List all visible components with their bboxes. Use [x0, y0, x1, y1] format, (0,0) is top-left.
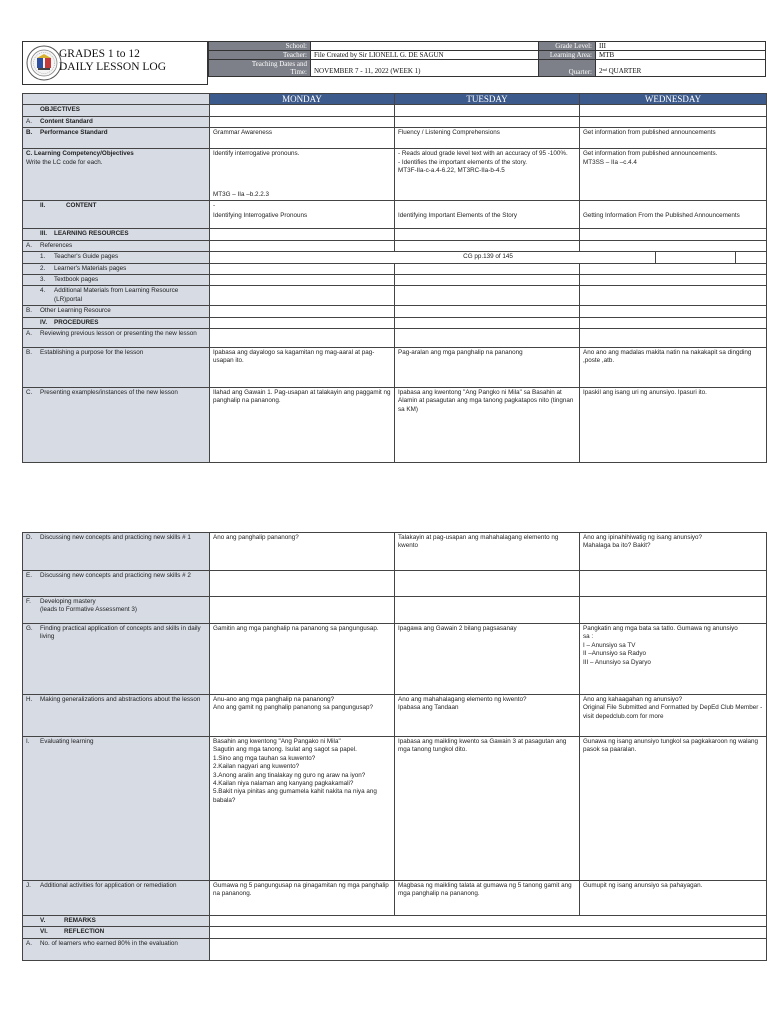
procedure-h-wednesday: Ano ang kahaagahan ng anunsiyo? Original File Submitted and Formatted by DepEd Club Member - visit depedclub.com for more — [580, 695, 767, 737]
procedure-g-wednesday: Pangkatin ang mga bata sa tatlo. Gumawa ng anunsiyo sa : I – Anunsiyo sa TV II –Anunsiyo sa Radyo III – Anunsiyo sa Dyaryo — [580, 624, 767, 695]
performance-standard-label: Performance Standard — [40, 129, 108, 137]
quarter-label: Quarter: — [539, 60, 596, 77]
textbook-label: Textbook pages — [54, 276, 99, 284]
procedure-b-wednesday: Ano ano ang madalas makita natin na nakakapit sa dingding ,poste ,atb. — [580, 348, 767, 388]
procedure-c-wednesday: Ipaskil ang isang uri ng anunsiyo. Ipasuri ito. — [580, 388, 767, 463]
procedure-f-row: F. Developing mastery (leads to Formative Assessment 3) — [23, 597, 767, 624]
content-standard-row: A. Content Standard — [23, 117, 767, 128]
day-header-tuesday: TUESDAY — [395, 94, 580, 105]
procedure-j-row: J. Additional activities for application or remediation Gumawa ng 5 pangungusap na ginagamitan ng mga panghalip na pananong. Magbasa ng maikling talata at gumawa ng 5 tanong gamit ang mga panghalip na pananong. Gumupit ng isang anunsiyo sa pahayagan. — [23, 881, 767, 916]
competency-wednesday: Get information from published announcements. MT3SS – IIa –c.4.4 — [580, 149, 767, 201]
reflection-a-label: No. of learners who earned 80% in the evaluation — [40, 939, 178, 947]
content-standard-label: Content Standard — [40, 118, 93, 125]
additional-materials-label: Additional Materials from Learning Resource (LR)portal — [54, 287, 179, 303]
grade-level-value: III — [596, 42, 766, 51]
procedure-c-monday: Ilahad ang Gawain 1. Pag-usapan at talakayin ang paggamit ng panghalip na pananong. — [210, 388, 395, 463]
references-label: References — [40, 241, 73, 249]
day-header-wednesday: WEDNESDAY — [580, 94, 767, 105]
procedure-g-label: Finding practical application of concepts and skills in daily living — [40, 625, 201, 641]
competency-tuesday: - Reads aloud grade level text with an accuracy of 95 -100%. - Identifies the important elements of the story. MT3F-IIa-c-a.4-6.22, MT3RC-IIa-b-4.5 — [395, 149, 580, 201]
learners-materials-row: 2. Learner's Materials pages — [23, 263, 767, 274]
learning-area-value: MTB — [596, 51, 766, 60]
procedure-i-label: Evaluating learning — [40, 738, 94, 745]
performance-standard-monday: Grammar Awareness — [210, 128, 395, 149]
objectives-row — [23, 105, 767, 117]
procedure-j-label: Additional activities for application or remediation — [40, 882, 177, 889]
procedure-d-tuesday: Talakayin at pag-usapan ang mahahalagang elemento ng kwento — [395, 533, 580, 571]
title-line-2: DAILY LESSON LOG — [59, 61, 167, 73]
procedure-i-monday: Basahin ang kwentong "Ang Pangako ni Mila" Sagutin ang mga tanong. Isulat ang sagot sa papel. 1.Sino ang mga tauhan sa kuwento? 2.Kailan nagyari ang kuwento? 3.Anong aralin ang tinalakay ng guro ng araw na iyon? 4.Kailan niya nalaman ang kanyang pagkakamali? 5.Bakit niya pinitas ang gumamela kahit nakita na niya ang babala? — [210, 737, 395, 881]
teaching-dates-label-2: Time: — [290, 68, 307, 76]
procedure-i-row: I. Evaluating learning Basahin ang kwentong "Ang Pangako ni Mila" Sagutin ang mga tanong. Isulat ang sagot sa papel. 1.Sino ang mga tauhan sa kuwento? 2.Kailan nagyari ang kuwento? 3.Anong aralin ang tinalakay ng guro ng araw na iyon? 4.Kailan niya nalaman ang kanyang pagkakamali? 5.Bakit niya pinitas ang gumamela kahit nakita na niya ang babala? Ipabasa ang maikling kwento sa Gawain 3 at pasagutan ang mga tanong tungkol dito. Gunawa ng isang anunsiyo tungkol sa pagkakaroon ng walang pasok sa paaralan. — [23, 737, 767, 881]
school-value — [311, 42, 539, 51]
quarter-value: 2ⁿᵈ QUARTER — [596, 60, 766, 77]
remarks-row: V. REMARKS — [23, 916, 767, 927]
procedure-g-monday: Gamitin ang mga panghalip na pananong sa pangungusap. — [210, 624, 395, 695]
teacher-value: File Created by Sir LIONELL G. DE SAGUN — [311, 51, 539, 60]
performance-standard-row: B. Performance Standard Grammar Awareness Fluency / Listening Comprehensions Get information from published announcements — [23, 128, 767, 149]
lesson-log-table-continued — [22, 532, 767, 961]
procedure-b-label: Establishing a purpose for the lesson — [40, 349, 144, 357]
competency-sublabel: Write the LC code for each. — [26, 158, 103, 166]
procedure-c-tuesday: Ipabasa ang kwentong "Ang Pangko ni Mila" sa Basahin at Alamin at pasagutan ang mga tanong pagkatapos nito (tingnan sa KM) — [395, 388, 580, 463]
other-resources-label: Other Learning Resource — [40, 307, 111, 315]
procedure-d-wednesday: Ano ang ipinahihiwatig ng isang anunsiyo? Mahalaga ba ito? Bakit? — [580, 533, 767, 571]
procedure-j-tuesday: Magbasa ng maikling talata at gumawa ng 5 tanong gamit ang mga panghalip na pananong. — [395, 881, 580, 916]
procedure-f-label: Developing mastery (leads to Formative Assessment 3) — [40, 598, 137, 614]
teaching-dates-value: NOVEMBER 7 - 11, 2022 (WEEK 1) — [311, 60, 539, 77]
procedure-a-label: Reviewing previous lesson or presenting the new lesson — [40, 330, 197, 338]
procedure-h-label: Making generalizations and abstractions about the lesson — [40, 696, 201, 703]
reflection-label: REFLECTION — [64, 928, 105, 936]
procedure-d-row: D. Discussing new concepts and practicing new skills # 1 Ano ang panghalip pananong? Talakayin at pag-usapan ang mahahalagang elemento ng kwento Ano ang ipinahihiwatig ng isang anunsiyo? Mahalaga ba ito? Bakit? — [23, 533, 767, 571]
additional-materials-row: 4. Additional Materials from Learning Resource (LR)portal — [23, 286, 767, 306]
learners-materials-label: Learner's Materials pages — [54, 264, 127, 272]
teacher-label: Teacher: — [209, 51, 311, 60]
procedures-row: IV. PROCEDURES — [23, 317, 767, 328]
textbook-row: 3. Textbook pages — [23, 275, 767, 286]
procedure-h-row: H. Making generalizations and abstractions about the lesson Anu-ano ang mga panghalip na pananong? Ano ang gamit ng panghalip pananong sa pangungusap? Ano ang mahahalagang elemento ng kwento? Ipabasa ang Tandaan Ano ang kahaagahan ng anunsiyo? Original File Submitted and Formatted by DepEd Club Member - visit depedclub.com for more — [23, 695, 767, 737]
info-table — [208, 41, 766, 77]
reflection-row: VI. REFLECTION — [23, 927, 767, 938]
procedure-j-monday: Gumawa ng 5 pangungusap na ginagamitan ng mga panghalip na pananong. — [210, 881, 395, 916]
teachers-guide-label: Teacher's Guide pages — [54, 253, 119, 261]
other-resources-row: B. Other Learning Resource — [23, 306, 767, 317]
teachers-guide-divider — [655, 252, 656, 262]
competency-monday-code: MT3G – IIa –b.2.2.3 — [213, 191, 270, 198]
document-title — [59, 48, 166, 74]
teaching-dates-label — [209, 60, 311, 77]
content-tuesday: Identifying Important Elements of the Story — [395, 201, 580, 229]
title-box — [22, 41, 208, 85]
procedure-i-tuesday: Ipabasa ang maikling kwento sa Gawain 3 at pasagutan ang mga tanong tungkol dito. — [395, 737, 580, 881]
procedures-label: PROCEDURES — [54, 318, 99, 326]
teachers-guide-divider — [735, 252, 736, 262]
procedure-c-label: Presenting examples/instances of the new lesson — [40, 389, 178, 397]
teachers-guide-row: 1. Teacher's Guide pages CG pp.139 of 145 — [23, 252, 767, 263]
procedure-e-row: E. Discussing new concepts and practicing new skills # 2 — [23, 571, 767, 597]
procedure-g-tuesday: Ipagawa ang Gawain 2 bilang pagsasanay — [395, 624, 580, 695]
lesson-log-table — [22, 93, 767, 463]
content-label: CONTENT — [66, 202, 97, 210]
procedure-h-tuesday: Ano ang mahahalagang elemento ng kwento? Ipabasa ang Tandaan — [395, 695, 580, 737]
procedure-e-label: Discussing new concepts and practicing new skills # 2 — [40, 572, 191, 579]
content-row: II. CONTENT - Identifying Interrogative Pronouns Identifying Important Elements of the Story Getting Information From the Published Announcements — [23, 201, 767, 229]
procedure-b-monday: Ipabasa ang dayalogo sa kagamitan ng mag-aaral at pag-usapan ito. — [210, 348, 395, 388]
performance-standard-wednesday: Get information from published announcements — [580, 128, 767, 149]
references-row: A. References — [23, 240, 767, 251]
content-monday: - Identifying Interrogative Pronouns — [210, 201, 395, 229]
competency-row — [23, 149, 767, 201]
day-header-corner — [23, 94, 210, 105]
content-wednesday: Getting Information From the Published Announcements — [580, 201, 767, 229]
day-header-row — [23, 94, 767, 105]
teaching-dates-label-1: Teaching Dates and — [251, 60, 307, 68]
objectives-label: OBJECTIVES — [40, 106, 80, 113]
procedure-b-row: B. Establishing a purpose for the lesson Ipabasa ang dayalogo sa kagamitan ng mag-aaral at pag-usapan ito. Pag-aralan ang mga panghalip na pananong Ano ano ang madalas makita natin na nakakapit sa dingding ,poste ,atb. — [23, 348, 767, 388]
procedure-i-wednesday: Gunawa ng isang anunsiyo tungkol sa pagkakaroon ng walang pasok sa paaralan. — [580, 737, 767, 881]
procedure-j-wednesday: Gumupit ng isang anunsiyo sa pahayagan. — [580, 881, 767, 916]
procedure-c-row: C. Presenting examples/instances of the new lesson Ilahad ang Gawain 1. Pag-usapan at talakayin ang paggamit ng panghalip na pananong. Ipabasa ang kwentong "Ang Pangko ni Mila" sa Basahin at Alamin at pasagutan ang mga tanong pagkatapos nito (tingnan sa KM) Ipaskil ang isang uri ng anunsiyo. Ipasuri ito. — [23, 388, 767, 463]
procedure-h-monday: Anu-ano ang mga panghalip na pananong? Ano ang gamit ng panghalip pananong sa pangungusap? — [210, 695, 395, 737]
learning-area-label: Learning Area: — [539, 51, 596, 60]
reflection-a-row: A. No. of learners who earned 80% in the evaluation — [23, 938, 767, 960]
grade-level-label: Grade Level: — [539, 42, 596, 51]
procedure-g-row: G. Finding practical application of concepts and skills in daily living Gamitin ang mga panghalip na pananong sa pangungusap. Ipagawa ang Gawain 2 bilang pagsasanay Pangkatin ang mga bata sa tatlo. Gumawa ng anunsiyo sa : I – Anunsiyo sa TV II –Anunsiyo sa Radyo III – Anunsiyo sa Dyaryo — [23, 624, 767, 695]
learning-resources-row: III. LEARNING RESOURCES — [23, 229, 767, 240]
title-line-1: GRADES 1 to 12 — [59, 48, 140, 60]
procedure-d-monday: Ano ang panghalip pananong? — [210, 533, 395, 571]
day-header-monday: MONDAY — [210, 94, 395, 105]
procedure-d-label: Discussing new concepts and practicing new skills # 1 — [40, 534, 191, 541]
teachers-guide-value: CG pp.139 of 145 — [210, 252, 767, 263]
competency-monday: Identify interrogative pronouns. MT3G – IIa –b.2.2.3 — [210, 149, 395, 201]
deped-seal-icon — [26, 45, 62, 81]
competency-label: C. Learning Competency/Objectives — [26, 150, 134, 158]
school-label: School: — [209, 42, 311, 51]
procedure-a-row: A. Reviewing previous lesson or presenting the new lesson — [23, 329, 767, 348]
procedure-b-tuesday: Pag-aralan ang mga panghalip na pananong — [395, 348, 580, 388]
performance-standard-tuesday: Fluency / Listening Comprehensions — [395, 128, 580, 149]
learning-resources-label: LEARNING RESOURCES — [54, 230, 129, 238]
remarks-label: REMARKS — [64, 917, 96, 924]
